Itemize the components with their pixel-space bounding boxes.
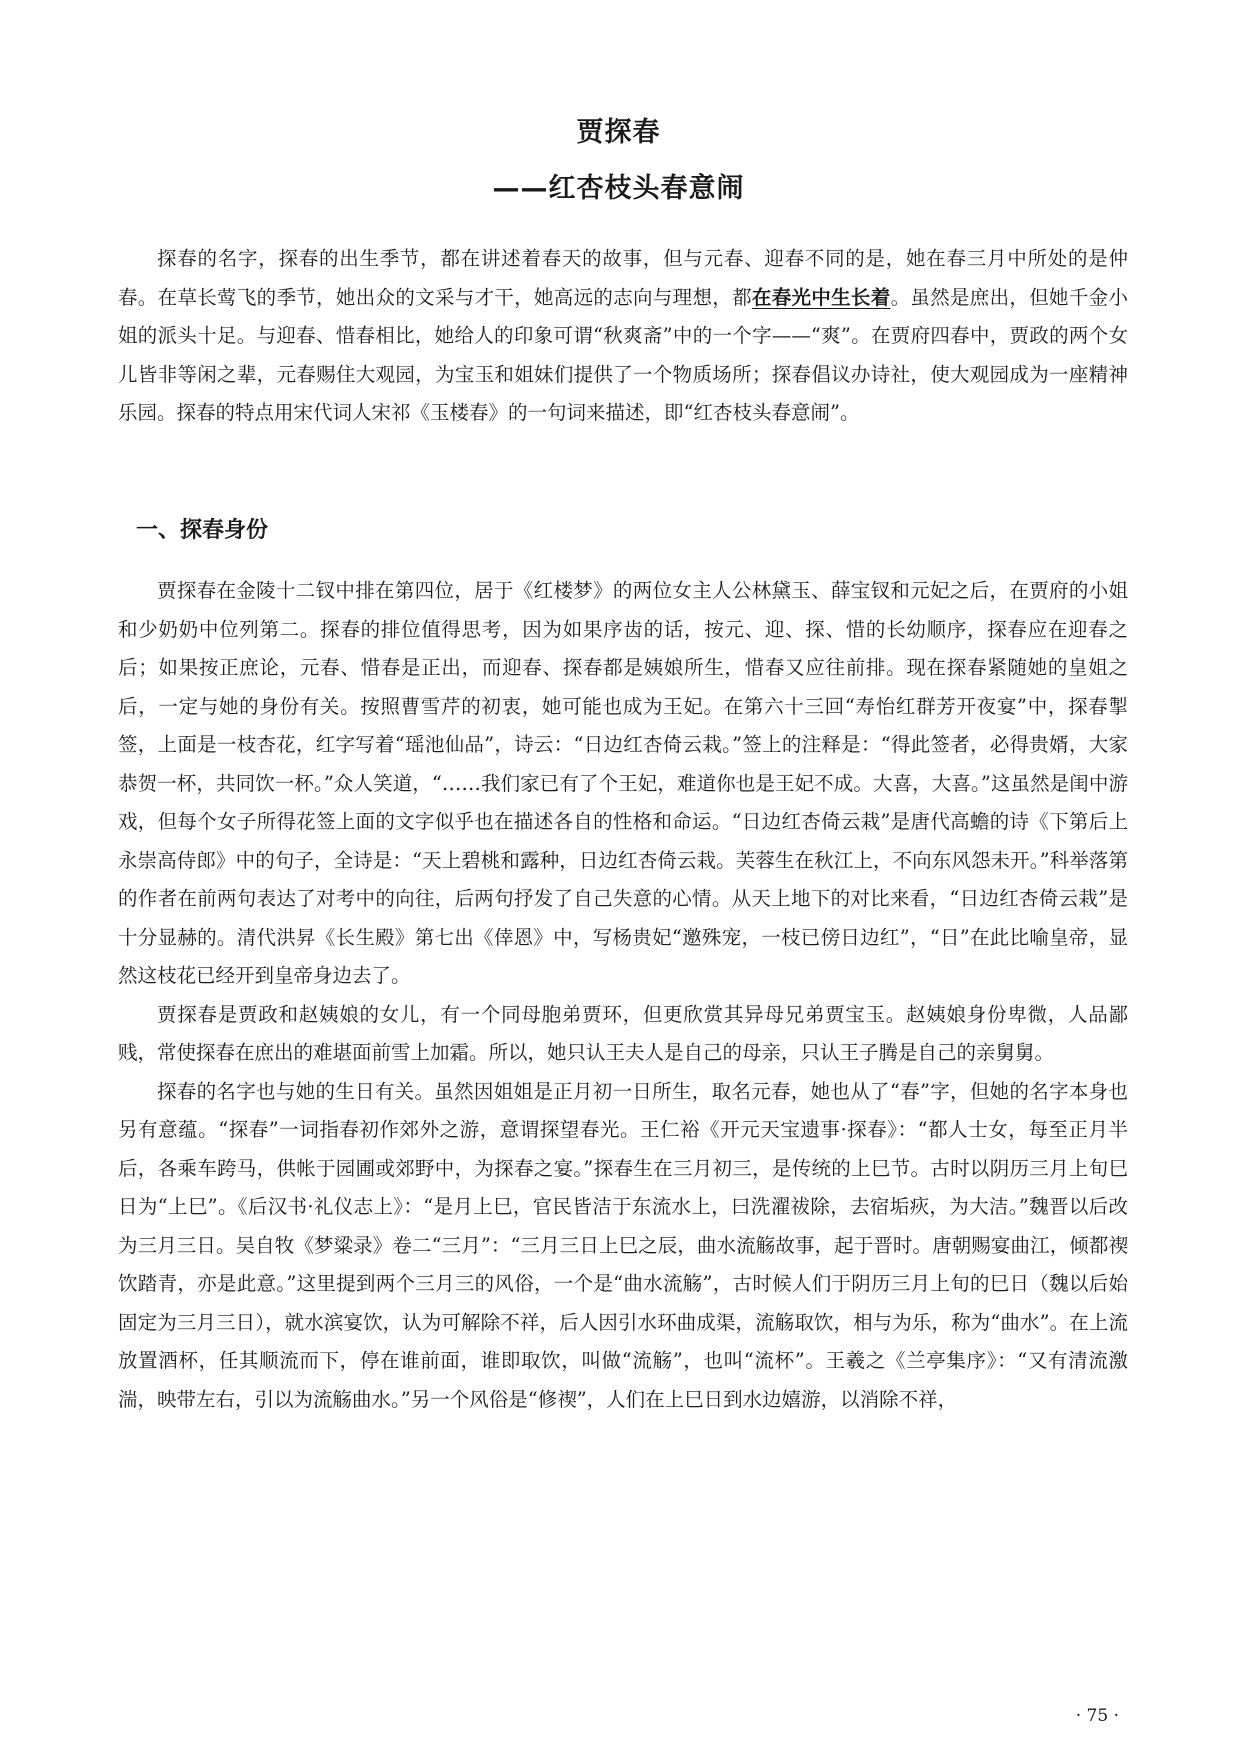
- page-number: · 75 ·: [1075, 1706, 1119, 1726]
- body-paragraph: 探春的名字也与她的生日有关。虽然因姐姐是正月初一日所生，取名元春，她也从了“春”字，但她的名字本身也另有意蕴。“探春”一词指春初作郊外之游，意谓探望春光。王仁裕《开元天宝遗事·探春》：“都人士女，每至正月半后，各乘车跨马，供帐于园圃或郊野中，为探春之宴。”探春生在三月初三，是传统的上巳节。古时以阴历三月上旬巳日为“上巳”。《后汉书·礼仪志上》：“是月上巳，官民皆洁于东流水上，曰洗濯祓除，去宿垢疢，为大洁。”魏晋以后改为三月三日。吴自牧《梦粱录》卷二“三月”：“三月三日上巳之辰，曲水流觞故事，起于晋时。唐朝赐宴曲江，倾都禊饮踏青，亦是此意。”这里提到两个三月三的风俗，一个是“曲水流觞”，古时候人们于阴历三月上旬的巳日（魏以后始固定为三月三日），就水滨宴饮，认为可解除不祥，后人因引水环曲成渠，流觞取饮，相与为乐，称为“曲水”。在上流放置酒杯，任其顺流而下，停在谁前面，谁即取饮，叫做“流觞”，也叫“流杯”。王羲之《兰亭集序》：“又有清流激湍，映带左右，引以为流觞曲水。”另一个风俗是“修禊”，人们在上巳日到水边嬉游，以消除不祥，: [118, 1079, 1128, 1411]
- intro-text-before: 探春的名字，探春的出生季节，都在讲述着春天的故事，但与元春、迎春不同的是，她在春三月中所处的是仲春。在草长莺飞的季节，她出众的文采与才干，她高远的志向与理想，都: [118, 247, 1128, 309]
- page-subtitle: ——红杏枝头春意闹: [492, 173, 745, 204]
- intro-text-after: 。虽然是庶出，但她千金小姐的派头十足。与迎春、惜春相比，她给人的印象可谓“秋爽斋”中的一个字——“爽”。在贾府四春中，贾政的两个女儿皆非等闲之辈，元春赐住大观园，为宝玉和姐妹们提供了一个物质场所；探春倡议办诗社，使大观园成为一座精神乐园。探春的特点用宋代词人宋祁《玉楼春》的一句词来描述，即“红杏枝头春意闹”。: [118, 285, 1128, 424]
- body-paragraph: 贾探春在金陵十二钗中排在第四位，居于《红楼梦》的两位女主人公林黛玉、薛宝钗和元妃之后，在贾府的小姐和少奶奶中位列第二。探春的排位值得思考，因为如果序齿的话，按元、迎、探、惜的长幼顺序，探春应在迎春之后；如果按正庶论，元春、惜春是正出，而迎春、探春都是姨娘所生，惜春又应往前排。现在探春紧随她的皇姐之后，一定与她的身份有关。按照曹雪芹的初衷，她可能也成为王妃。在第六十三回“寿怡红群芳开夜宴”中，探春掣签，上面是一枝杏花，红字写着“瑶池仙品”，诗云：“日边红杏倚云栽。”签上的注释是：“得此签者，必得贵婿，大家恭贺一杯，共同饮一杯。”众人笑道，“……我们家已有了个王妃，难道你也是王妃不成。大喜，大喜。”这虽然是闺中游戏，但每个女子所得花签上面的文字似乎也在描述各自的性格和命运。“日边红杏倚云栽”是唐代高蟾的诗《下第后上永崇高侍郎》中的句子，全诗是：“天上碧桃和露种，日边红杏倚云栽。芙蓉生在秋江上，不向东风怨未开。”科举落第的作者在前两句表达了对考中的向往，后两句抒发了自己失意的心情。从天上地下的对比来看，“日边红杏倚云栽”是十分显赫的。清代洪昇《长生殿》第七出《倖恩》中，写杨贵妃“邀殊宠，一枝已傍日边红”，“日”在此比喻皇帝，显然这枝花已经开到皇帝身边去了。: [118, 579, 1128, 987]
- intro-emphasis: 在春光中生长着: [751, 285, 891, 309]
- body-paragraph: 贾探春是贾政和赵姨娘的女儿，有一个同母胞弟贾环，但更欣赏其异母兄弟贾宝玉。赵姨娘身份卑微，人品鄙贱，常使探春在庶出的难堪面前雪上加霜。所以，她只认王夫人是自己的母亲，只认王子腾是自己的亲舅舅。: [118, 1002, 1128, 1064]
- intro-paragraph: [118, 240, 1128, 433]
- page-title: 贾探春: [576, 117, 661, 148]
- section-body: [118, 572, 1128, 1419]
- section-heading: 一、探春身份: [136, 518, 269, 543]
- intro-section: [118, 240, 1128, 433]
